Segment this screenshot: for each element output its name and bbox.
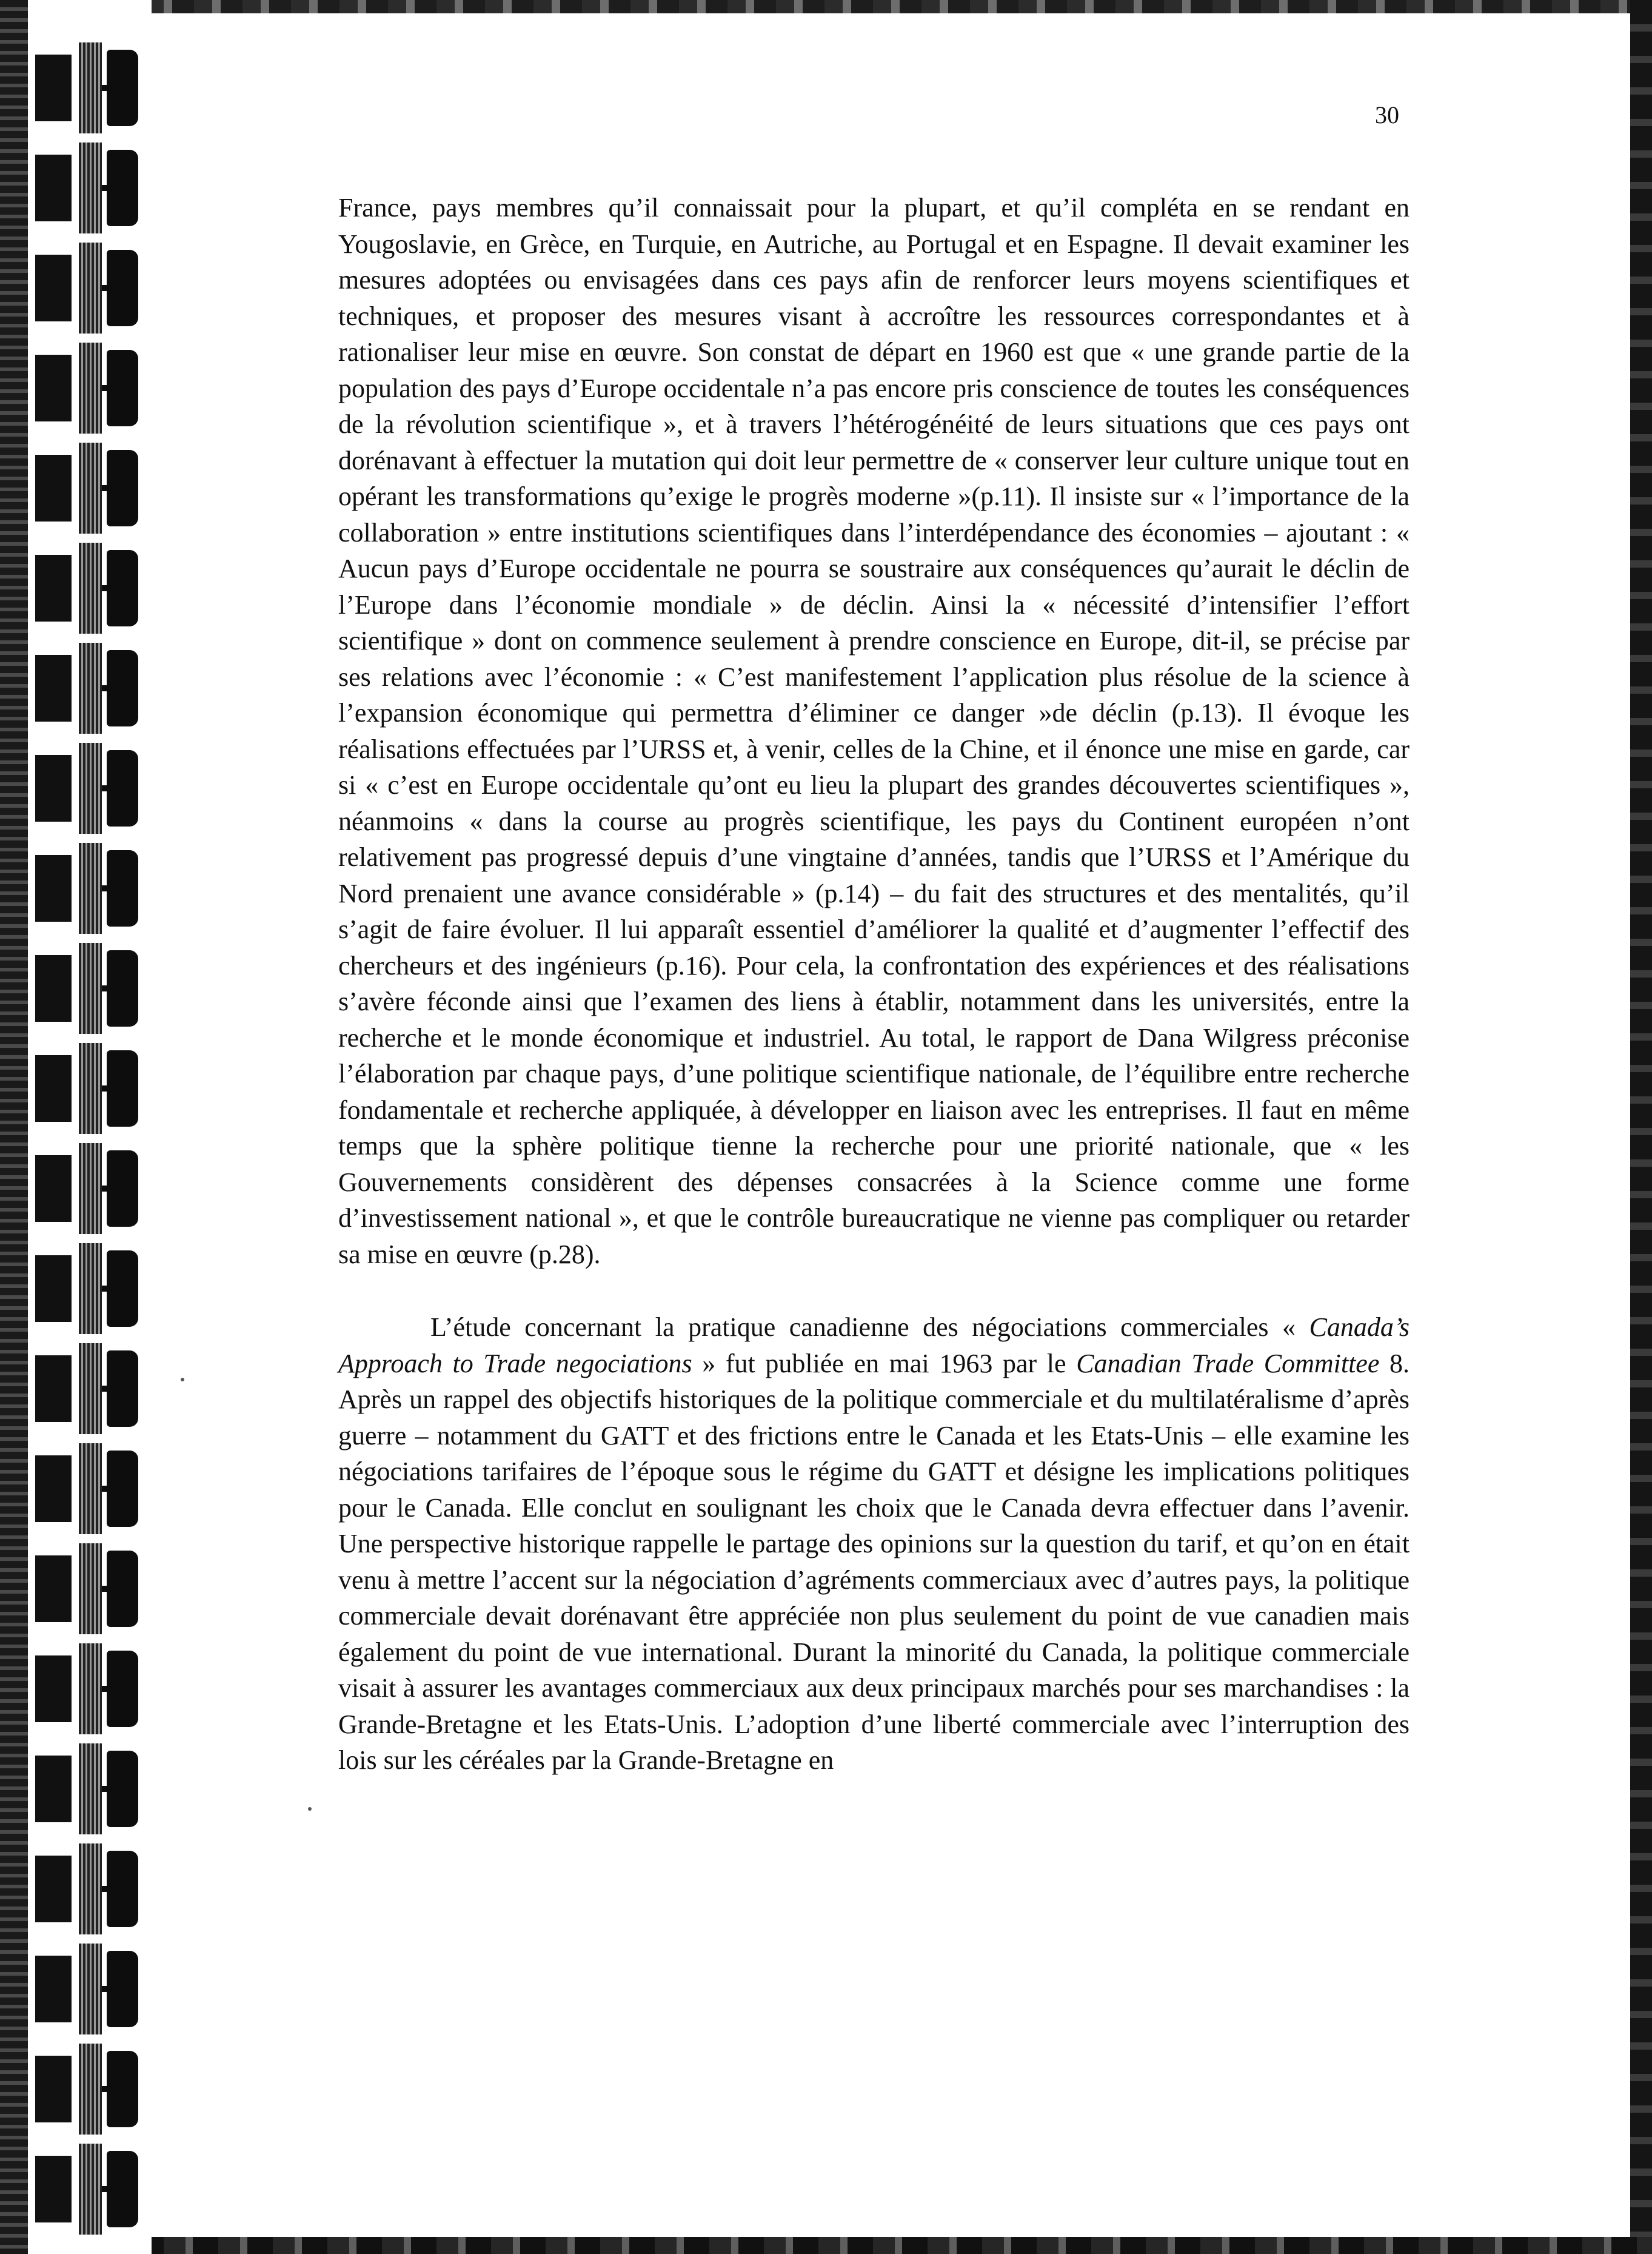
binding-ring bbox=[35, 1944, 138, 2034]
binding-ring bbox=[35, 343, 138, 434]
binding-ring bbox=[35, 843, 138, 934]
binding-ring bbox=[35, 1243, 138, 1334]
binding-ring bbox=[35, 243, 138, 334]
binding-ring bbox=[35, 643, 138, 734]
binding-ring bbox=[35, 1743, 138, 1834]
paragraph-2-text-b: » fut publiée en mai 1963 par le bbox=[692, 1348, 1077, 1378]
binding-ring bbox=[35, 743, 138, 834]
scan-speck bbox=[181, 1378, 184, 1381]
report-title-italic: Canada’s Approach to Trade negociations bbox=[338, 1312, 1410, 1378]
scan-edge-top bbox=[0, 0, 1652, 13]
binding-ring bbox=[35, 2044, 138, 2135]
binding-ring bbox=[35, 1143, 138, 1234]
binding-ring bbox=[35, 943, 138, 1034]
binding-ring bbox=[35, 543, 138, 634]
committee-name-italic: Canadian Trade Committee bbox=[1076, 1348, 1380, 1378]
scan-speck bbox=[308, 1807, 312, 1811]
paragraph-2-text-a: L’étude concernant la pratique canadienne des négociations commerciales « bbox=[430, 1312, 1309, 1342]
paragraph-2 bbox=[338, 1309, 1410, 1779]
paragraph-1: France, pays membres qu’il connaissait pour la plupart, et qu’il compléta en se rendant en Yougoslavie, en Grèce, en Turquie, en Autriche, au Portugal et en Espagne. Il devait examiner les mesures adoptées ou envisagées dans ces pays afin de renforcer leurs moyens scientifiques et techniques, et proposer des mesures visant à accroître les ressources correspondantes et à rationaliser leur mise en œuvre. Son constat de départ en 1960 est que « une grande partie de la population des pays d’Europe occidentale n’a pas encore pris conscience de toutes les conséquences de la révolution scientifique », et à travers l’hétérogénéité de leurs situations que ces pays ont dorénavant à effectuer la mutation qui doit leur permettre de « conserver leur culture unique tout en opérant les transformations qu’exige le progrès moderne »(p.11). Il insiste sur « l’importance de la collaboration » entre institutions scientifiques dans l’interdépendance des économies – ajoutant : « Aucun pays d’Europe occidentale ne pourra se soustraire aux conséquences qu’aurait le déclin de l’Europe dans l’économie mondiale » de déclin. Ainsi la « nécessité d’intensifier l’effort scientifique » dont on commence seulement à prendre conscience en Europe, dit-il, se précise par ses relations avec l’économie : « C’est manifestement l’application plus résolue de la science à l’expansion économique qui permettra d’éliminer ce danger »de déclin (p.13). Il évoque les réalisations effectuées par l’URSS et, à venir, celles de la Chine, et il énonce une mise en garde, car si « c’est en Europe occidentale qu’ont eu lieu la plupart des grandes découvertes scientifiques », néanmoins « dans la course au progrès scientifique, les pays du Continent européen n’ont relativement pas progressé depuis d’une vingtaine d’années, tandis que l’URSS et l’Amérique du Nord prenaient une avance considérable » (p.14) – du fait des structures et des mentalités, qu’il s’agit de faire évoluer. Il lui apparaît essentiel d’améliorer la qualité et d’augmenter l’effectif des chercheurs et des ingénieurs (p.16). Pour cela, la confrontation des expériences et des réalisations s’avère féconde ainsi que l’examen des liens à établir, notamment dans les universités, entre la recherche et le monde économique et industriel. Au total, le rapport de Dana Wilgress préconise l’élaboration par chaque pays, d’une politique scientifique nationale, de l’équilibre entre recherche fondamentale et recherche appliquée, à développer en liaison avec les entreprises. Il faut en même temps que la sphère politique tienne la recherche pour une priorité nationale, que « les Gouvernements considèrent des dépenses consacrées à la Science comme une forme d’investissement national », et que le contrôle bureaucratique ne vienne pas compliquer ou retarder sa mise en œuvre (p.28). bbox=[338, 193, 1410, 1269]
binding-ring bbox=[35, 2144, 138, 2235]
binding-spine bbox=[0, 0, 28, 2254]
binding-ring bbox=[35, 443, 138, 534]
binding-ring bbox=[35, 1843, 138, 1934]
paragraph-2-text-c: . Après un rappel des objectifs historiques de la politique commerciale et du multilatéralisme d’après guerre – notamment du GATT et des frictions entre le Canada et les Etats-Unis – elle examine les négociations tarifaires de l’époque sous le régime du GATT et désigne les implications politiques pour le Canada. Elle conclut en soulignant les choix que le Canada devra effectuer dans l’avenir. Une perspective historique rappelle le partage des opinions sur la question du tarif, et qu’on en était venu à mettre l’accent sur la négociation d’agréments commerciaux avec d’autres pays, la politique commerciale devait dorénavant être appréciée non plus seulement du point de vue canadien mais également du point de vue international. Durant la minorité du Canada, la politique commerciale visait à assurer les avantages commerciaux aux deux principaux marchés pour ses marchandises : la Grande-Bretagne et les Etats-Unis. L’adoption d’une liberté commerciale avec l’interruption des lois sur les céréales par la Grande-Bretagne en bbox=[338, 1348, 1410, 1775]
binding-ring bbox=[35, 1343, 138, 1434]
binding-ring bbox=[35, 1043, 138, 1134]
binding-ring bbox=[35, 1443, 138, 1534]
binding-ring bbox=[35, 1543, 138, 1634]
binding-ring bbox=[35, 1643, 138, 1734]
page-number: 30 bbox=[1375, 101, 1399, 129]
binding-ring bbox=[35, 143, 138, 233]
scan-edge-right bbox=[1630, 0, 1652, 2254]
scan-edge-bottom bbox=[0, 2237, 1652, 2254]
spiral-binding bbox=[0, 0, 152, 2254]
binding-ring bbox=[35, 42, 138, 133]
footnote-marker: 8 bbox=[1379, 1348, 1403, 1378]
body-text bbox=[338, 190, 1410, 1779]
